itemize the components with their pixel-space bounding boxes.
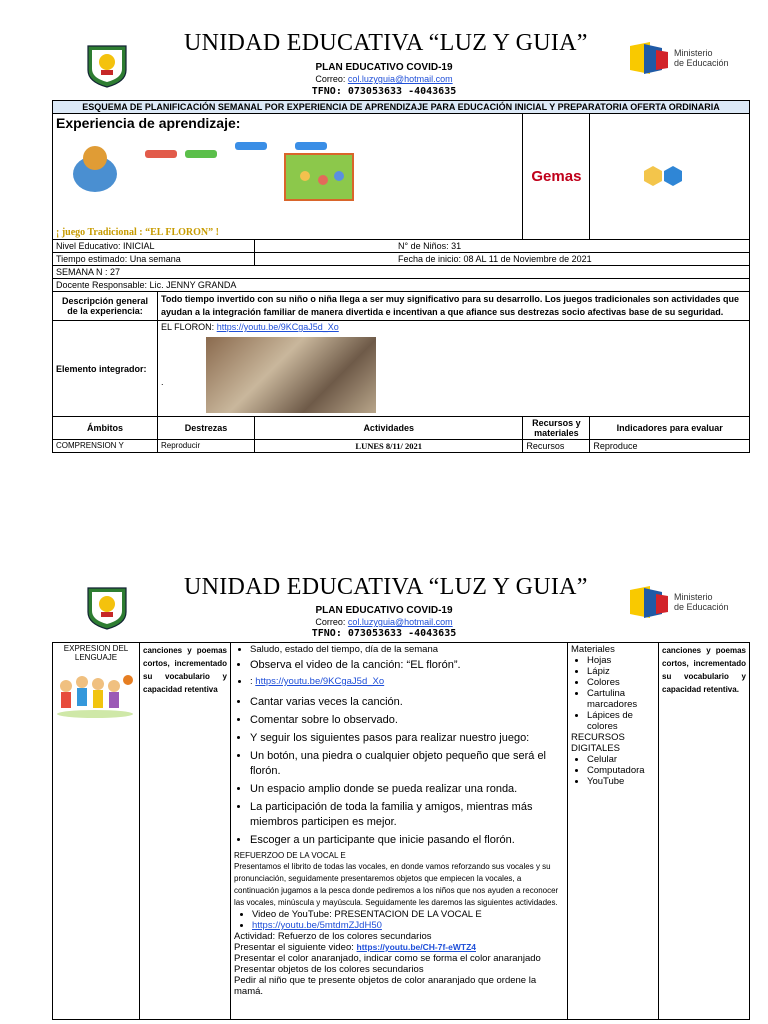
experience-cell [53,114,523,240]
ministry-flag-icon [628,40,670,76]
ministry-logo: Ministerio de Educación [628,40,729,76]
present-link[interactable]: https://youtu.be/CH-7f-eWTZ4 [356,942,476,952]
experience-label: Experiencia de aprendizaje: [56,115,241,131]
video-item: • Video de YouTube: PRESENTACION DE LA VOCAL E [252,909,564,920]
desc-label: Descripción general de la experiencia: [53,292,158,321]
ambito-label: EXPRESION DEL LENGUAJE [63,644,129,662]
activities-table [52,642,750,1020]
semana-cell: SEMANA N : 27 [53,266,750,279]
digital-item: • Computadora [587,765,655,776]
school-name: UNIDAD EDUCATIVA “LUZ Y GUIA” [184,30,588,56]
material-item: • Lápiz [587,666,655,677]
phone-line: TFNO: 073053633 -4043635 [311,628,457,639]
planning-table [52,100,750,453]
gems-icons-cell [590,114,750,240]
actividades-cell [231,643,568,1020]
activity-item: • : https://youtu.be/9KCgaJ5d_Xo [250,676,564,687]
email-line: Correo: col.luzyguia@hotmail.com [315,74,453,84]
colores-title: Actividad: Refuerzo de los colores secundarios [234,931,432,942]
activity-item: • Comentar sobre lo observado. [250,713,564,728]
digital-item: • Celular [587,754,655,765]
school-name: UNIDAD EDUCATIVA “LUZ Y GUIA” [184,574,588,600]
desc-text: Todo tiempo invertido con su niño o niña llega a ser muy significativo para su desarrollo. Los juegos tradicionales son actividades que ayudan a la integración familiar de manera divertida e incentivan a que afiance sus destrezas socio afectivas base de su seguridad. [158,292,750,321]
header-recursos: Recursos y materiales [523,417,590,440]
plan-title: PLAN EDUCATIVO COVID-19 [315,62,453,73]
integrador-link[interactable]: https://youtu.be/9KCgaJ5d_Xo [216,322,339,332]
gems-label: Gemas [531,168,582,185]
row-actividad: LUNES 8/11/ 2021 [255,440,523,453]
email-link[interactable]: col.luzyguia@hotmail.com [347,617,453,627]
destreza-cell: canciones y poemas cortos, incrementado su vocabulario y capacidad retentiva [140,643,231,1020]
digitales-title: RECURSOS DIGITALES [571,732,625,754]
row-destreza: Reproducir [158,440,255,453]
material-item: • Hojas [587,655,655,666]
school-crest [84,42,130,93]
ambito-cell [53,643,140,1020]
nivel-cell: Nivel Educativo: INICIAL [53,240,255,253]
activity-item: • Y seguir los siguientes pasos para realizar nuestro juego: [250,731,564,746]
integrador-photo [206,337,376,413]
planning-banner: ESQUEMA DE PLANIFICACIÓN SEMANAL POR EXPERIENCIA DE APRENDIZAJE PARA EDUCACIÓN INICIAL Y PREPARATORIA OFERTA ORDINARIA [53,101,750,114]
recursos-cell [568,643,659,1020]
digital-item: • YouTube [587,776,655,787]
naranja-line: Presentar el color anaranjado, indicar como se forma el color anaranjado [234,953,541,964]
experience-name: ¡ juego Tradicional : “EL FLORON” ! [56,227,219,238]
gems-cell [523,114,590,240]
refuerzo-text: Presentamos el librito de todas las vocales, en donde vamos reforzando sus vocales y su pronunciación, seguidamente presentaremos objetos que empiecen la vocales, a continuación jugamos a la pesca donde pediremos a los niños que nos ayuden a reconocer las vocales, minúscula y mayúscula. Seguidamente les daremos las siguientes actividades. [234,862,559,907]
docente-cell: Docente Responsable: Lic. JENNY GRANDA [53,279,750,292]
gem-blue-icon [664,166,682,186]
materiales-title: Materiales [571,644,615,655]
children-illustration [56,668,134,718]
indicador-cell: canciones y poemas cortos, incrementado su vocabulario y capacidad retentiva. [659,643,750,1020]
school-crest [84,584,130,635]
email-link[interactable]: col.luzyguia@hotmail.com [347,74,453,84]
activity-item: • Un botón, una piedra o cualquier objeto pequeño que será el florón. [250,749,564,779]
activity-item: • Cantar varias veces la canción. [250,695,564,710]
plan-title: PLAN EDUCATIVO COVID-19 [315,605,453,616]
video-link-item [252,920,564,931]
refuerzo-title: REFUERZOO DE LA VOCAL E [234,851,346,860]
activity-item: • La participación de toda la familia y amigos, mientras más miembros participen es mejor. [250,800,564,830]
activity-item: • Escoger a un participante que inicie pasando el florón. [250,833,564,848]
integrador-cell: EL FLORON: https://youtu.be/9KCgaJ5d_Xo . [158,321,750,417]
tiempo-cell: Tiempo estimado: Una semana [53,253,255,266]
phone-line: TFNO: 073053633 -4043635 [311,86,457,97]
present-line: Presentar el siguiente video: https://youtu.be/CH-7f-eWTZ4 [234,942,476,953]
email-line: Correo: col.luzyguia@hotmail.com [315,617,453,627]
activity-item: • Saludo, estado del tiempo, día de la semana [250,644,564,655]
pedir-line: Pedir al niño que te presente objetos de color anaranjado que ordene la mamá. [234,975,537,997]
row-ambito: COMPRENSION Y [53,440,158,453]
header-destrezas: Destrezas [158,417,255,440]
gem-yellow-icon [644,166,662,186]
fecha-cell: Fecha de inicio: 08 AL 11 de Noviembre de 2021 [255,253,750,266]
material-item: • Colores [587,677,655,688]
header-ambitos: Ámbitos [53,417,158,440]
ministry-flag-icon [628,584,670,620]
gems-icons [643,165,683,187]
video-link[interactable]: https://youtu.be/5mtdmZJdH50 [252,920,382,931]
song-link[interactable]: https://youtu.be/9KCgaJ5d_Xo [255,676,385,687]
activity-item: • Observa el video de la canción: “EL florón”. [250,658,564,673]
row-recurso: Recursos [523,440,590,453]
ninos-cell: N° de Niños: 31 [255,240,750,253]
experience-illustration [65,136,355,206]
header-indicadores: Indicadores para evaluar [590,417,750,440]
material-item: • Cartulina marcadores [587,688,655,710]
integrador-label: Elemento integrador: [53,321,158,417]
activity-item: • Un espacio amplio donde se pueda realizar una ronda. [250,782,564,797]
header-actividades: Actividades [255,417,523,440]
objetos-line: Presentar objetos de los colores secundarios [234,964,424,975]
row-indicador: Reproduce [590,440,750,453]
material-item: • Lápices de colores [587,710,655,732]
ministry-logo: Ministerio de Educación [628,584,729,620]
